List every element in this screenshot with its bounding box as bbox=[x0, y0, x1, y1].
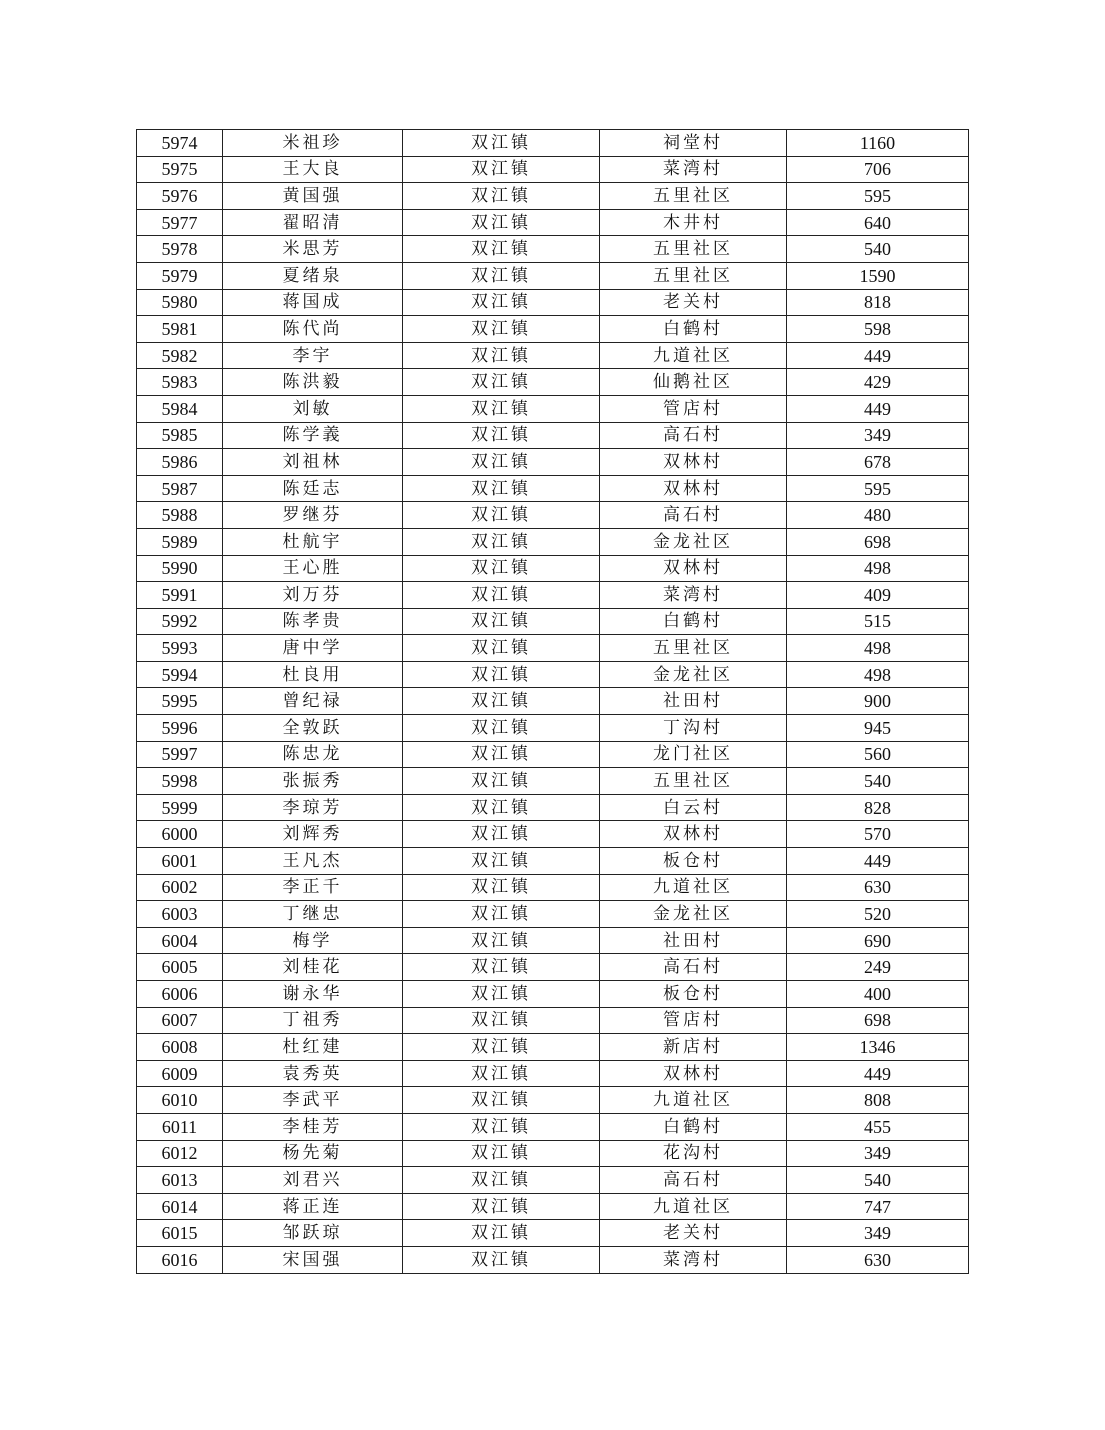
cell-amount: 249 bbox=[787, 954, 969, 981]
cell-name: 唐中学 bbox=[223, 635, 403, 662]
cell-name: 丁祖秀 bbox=[223, 1007, 403, 1034]
cell-number: 5980 bbox=[137, 289, 223, 316]
cell-number: 6007 bbox=[137, 1007, 223, 1034]
cell-village: 龙门社区 bbox=[600, 741, 787, 768]
cell-village: 五里社区 bbox=[600, 262, 787, 289]
table-row bbox=[137, 449, 969, 476]
cell-town: 双江镇 bbox=[403, 236, 600, 263]
table-row bbox=[137, 555, 969, 582]
cell-name: 米思芳 bbox=[223, 236, 403, 263]
cell-number: 5993 bbox=[137, 635, 223, 662]
cell-name: 全敦跃 bbox=[223, 715, 403, 742]
cell-town: 双江镇 bbox=[403, 395, 600, 422]
cell-number: 5981 bbox=[137, 316, 223, 343]
table-row bbox=[137, 130, 969, 157]
cell-amount: 945 bbox=[787, 715, 969, 742]
table-row bbox=[137, 395, 969, 422]
cell-amount: 706 bbox=[787, 156, 969, 183]
table-row bbox=[137, 1193, 969, 1220]
table-row bbox=[137, 422, 969, 449]
cell-number: 5984 bbox=[137, 395, 223, 422]
cell-town: 双江镇 bbox=[403, 449, 600, 476]
cell-name: 陈忠龙 bbox=[223, 741, 403, 768]
cell-village: 管店村 bbox=[600, 395, 787, 422]
cell-village: 高石村 bbox=[600, 502, 787, 529]
cell-town: 双江镇 bbox=[403, 981, 600, 1008]
cell-number: 5975 bbox=[137, 156, 223, 183]
table-row bbox=[137, 1220, 969, 1247]
cell-town: 双江镇 bbox=[403, 715, 600, 742]
table-row bbox=[137, 768, 969, 795]
table-row bbox=[137, 582, 969, 609]
cell-village: 新店村 bbox=[600, 1034, 787, 1061]
table-row bbox=[137, 1113, 969, 1140]
table-row bbox=[137, 608, 969, 635]
cell-village: 双林村 bbox=[600, 821, 787, 848]
cell-village: 老关村 bbox=[600, 1220, 787, 1247]
cell-amount: 900 bbox=[787, 688, 969, 715]
cell-village: 双林村 bbox=[600, 475, 787, 502]
cell-village: 双林村 bbox=[600, 555, 787, 582]
cell-number: 5998 bbox=[137, 768, 223, 795]
cell-village: 社田村 bbox=[600, 927, 787, 954]
cell-town: 双江镇 bbox=[403, 927, 600, 954]
cell-town: 双江镇 bbox=[403, 1193, 600, 1220]
cell-amount: 678 bbox=[787, 449, 969, 476]
cell-town: 双江镇 bbox=[403, 741, 600, 768]
table-row bbox=[137, 342, 969, 369]
cell-number: 6013 bbox=[137, 1167, 223, 1194]
table-row bbox=[137, 369, 969, 396]
cell-village: 九道社区 bbox=[600, 1193, 787, 1220]
cell-name: 李桂芳 bbox=[223, 1113, 403, 1140]
cell-village: 九道社区 bbox=[600, 1087, 787, 1114]
table-row bbox=[137, 502, 969, 529]
cell-name: 丁继忠 bbox=[223, 901, 403, 928]
cell-town: 双江镇 bbox=[403, 1034, 600, 1061]
cell-amount: 449 bbox=[787, 342, 969, 369]
cell-village: 五里社区 bbox=[600, 635, 787, 662]
table-row bbox=[137, 1246, 969, 1273]
cell-town: 双江镇 bbox=[403, 528, 600, 555]
cell-name: 梅学 bbox=[223, 927, 403, 954]
cell-amount: 540 bbox=[787, 1167, 969, 1194]
cell-number: 6015 bbox=[137, 1220, 223, 1247]
cell-town: 双江镇 bbox=[403, 954, 600, 981]
cell-town: 双江镇 bbox=[403, 848, 600, 875]
cell-number: 5990 bbox=[137, 555, 223, 582]
cell-amount: 455 bbox=[787, 1113, 969, 1140]
cell-village: 菜湾村 bbox=[600, 582, 787, 609]
cell-name: 谢永华 bbox=[223, 981, 403, 1008]
cell-name: 杜良用 bbox=[223, 661, 403, 688]
cell-amount: 498 bbox=[787, 661, 969, 688]
cell-name: 王凡杰 bbox=[223, 848, 403, 875]
table-row bbox=[137, 156, 969, 183]
table-row bbox=[137, 1060, 969, 1087]
cell-number: 5982 bbox=[137, 342, 223, 369]
table-row bbox=[137, 661, 969, 688]
cell-village: 九道社区 bbox=[600, 342, 787, 369]
cell-town: 双江镇 bbox=[403, 1060, 600, 1087]
cell-name: 陈学義 bbox=[223, 422, 403, 449]
table-row bbox=[137, 475, 969, 502]
cell-name: 蒋正连 bbox=[223, 1193, 403, 1220]
table-row bbox=[137, 236, 969, 263]
table-row bbox=[137, 1034, 969, 1061]
cell-name: 李宇 bbox=[223, 342, 403, 369]
cell-name: 米祖珍 bbox=[223, 130, 403, 157]
table-row bbox=[137, 528, 969, 555]
cell-amount: 409 bbox=[787, 582, 969, 609]
cell-town: 双江镇 bbox=[403, 422, 600, 449]
cell-village: 高石村 bbox=[600, 954, 787, 981]
cell-name: 杜红建 bbox=[223, 1034, 403, 1061]
cell-amount: 630 bbox=[787, 874, 969, 901]
cell-amount: 1346 bbox=[787, 1034, 969, 1061]
cell-village: 仙鹅社区 bbox=[600, 369, 787, 396]
table-row bbox=[137, 741, 969, 768]
cell-village: 金龙社区 bbox=[600, 661, 787, 688]
cell-name: 罗继芬 bbox=[223, 502, 403, 529]
cell-number: 5997 bbox=[137, 741, 223, 768]
cell-village: 老关村 bbox=[600, 289, 787, 316]
table-row bbox=[137, 688, 969, 715]
cell-amount: 349 bbox=[787, 422, 969, 449]
cell-number: 5985 bbox=[137, 422, 223, 449]
cell-town: 双江镇 bbox=[403, 794, 600, 821]
cell-amount: 480 bbox=[787, 502, 969, 529]
cell-town: 双江镇 bbox=[403, 874, 600, 901]
cell-amount: 449 bbox=[787, 395, 969, 422]
table-row bbox=[137, 1167, 969, 1194]
cell-number: 6005 bbox=[137, 954, 223, 981]
cell-number: 5978 bbox=[137, 236, 223, 263]
table-row bbox=[137, 954, 969, 981]
cell-amount: 598 bbox=[787, 316, 969, 343]
cell-village: 白鹤村 bbox=[600, 1113, 787, 1140]
cell-town: 双江镇 bbox=[403, 768, 600, 795]
cell-number: 6014 bbox=[137, 1193, 223, 1220]
cell-village: 高石村 bbox=[600, 1167, 787, 1194]
cell-village: 高石村 bbox=[600, 422, 787, 449]
cell-town: 双江镇 bbox=[403, 475, 600, 502]
table-row bbox=[137, 848, 969, 875]
cell-village: 菜湾村 bbox=[600, 1246, 787, 1273]
cell-town: 双江镇 bbox=[403, 1087, 600, 1114]
cell-name: 李正千 bbox=[223, 874, 403, 901]
cell-amount: 828 bbox=[787, 794, 969, 821]
cell-amount: 808 bbox=[787, 1087, 969, 1114]
table-row bbox=[137, 1140, 969, 1167]
cell-name: 陈代尚 bbox=[223, 316, 403, 343]
cell-town: 双江镇 bbox=[403, 608, 600, 635]
cell-town: 双江镇 bbox=[403, 661, 600, 688]
cell-town: 双江镇 bbox=[403, 1113, 600, 1140]
cell-town: 双江镇 bbox=[403, 635, 600, 662]
cell-amount: 540 bbox=[787, 236, 969, 263]
cell-village: 白鹤村 bbox=[600, 316, 787, 343]
cell-amount: 698 bbox=[787, 1007, 969, 1034]
cell-amount: 349 bbox=[787, 1220, 969, 1247]
table-row bbox=[137, 901, 969, 928]
cell-amount: 449 bbox=[787, 848, 969, 875]
cell-village: 祠堂村 bbox=[600, 130, 787, 157]
cell-number: 5991 bbox=[137, 582, 223, 609]
cell-number: 6016 bbox=[137, 1246, 223, 1273]
cell-town: 双江镇 bbox=[403, 342, 600, 369]
table-row bbox=[137, 981, 969, 1008]
cell-amount: 498 bbox=[787, 635, 969, 662]
table-row bbox=[137, 289, 969, 316]
cell-number: 6012 bbox=[137, 1140, 223, 1167]
cell-amount: 540 bbox=[787, 768, 969, 795]
table-row bbox=[137, 874, 969, 901]
cell-village: 板仓村 bbox=[600, 848, 787, 875]
cell-village: 白云村 bbox=[600, 794, 787, 821]
cell-name: 宋国强 bbox=[223, 1246, 403, 1273]
cell-town: 双江镇 bbox=[403, 316, 600, 343]
cell-number: 5988 bbox=[137, 502, 223, 529]
cell-amount: 818 bbox=[787, 289, 969, 316]
cell-town: 双江镇 bbox=[403, 1220, 600, 1247]
cell-town: 双江镇 bbox=[403, 1246, 600, 1273]
cell-amount: 515 bbox=[787, 608, 969, 635]
table-row bbox=[137, 927, 969, 954]
cell-amount: 698 bbox=[787, 528, 969, 555]
cell-name: 夏绪泉 bbox=[223, 262, 403, 289]
cell-name: 王心胜 bbox=[223, 555, 403, 582]
cell-amount: 349 bbox=[787, 1140, 969, 1167]
cell-name: 袁秀英 bbox=[223, 1060, 403, 1087]
cell-amount: 1160 bbox=[787, 130, 969, 157]
table-row bbox=[137, 209, 969, 236]
cell-name: 王大良 bbox=[223, 156, 403, 183]
cell-town: 双江镇 bbox=[403, 1167, 600, 1194]
cell-amount: 640 bbox=[787, 209, 969, 236]
table-row bbox=[137, 183, 969, 210]
roster-table-body bbox=[137, 130, 969, 1274]
cell-village: 木井村 bbox=[600, 209, 787, 236]
cell-village: 五里社区 bbox=[600, 768, 787, 795]
cell-town: 双江镇 bbox=[403, 130, 600, 157]
roster-table bbox=[136, 129, 969, 1274]
cell-name: 陈廷志 bbox=[223, 475, 403, 502]
cell-number: 6008 bbox=[137, 1034, 223, 1061]
cell-village: 花沟村 bbox=[600, 1140, 787, 1167]
cell-amount: 520 bbox=[787, 901, 969, 928]
cell-name: 翟昭清 bbox=[223, 209, 403, 236]
cell-amount: 429 bbox=[787, 369, 969, 396]
cell-name: 杜航宇 bbox=[223, 528, 403, 555]
cell-number: 6011 bbox=[137, 1113, 223, 1140]
cell-number: 5986 bbox=[137, 449, 223, 476]
cell-name: 张振秀 bbox=[223, 768, 403, 795]
cell-number: 5989 bbox=[137, 528, 223, 555]
cell-name: 刘万芬 bbox=[223, 582, 403, 609]
table-row bbox=[137, 316, 969, 343]
cell-village: 管店村 bbox=[600, 1007, 787, 1034]
cell-number: 5976 bbox=[137, 183, 223, 210]
cell-village: 板仓村 bbox=[600, 981, 787, 1008]
cell-amount: 747 bbox=[787, 1193, 969, 1220]
cell-name: 邹跃琼 bbox=[223, 1220, 403, 1247]
cell-village: 九道社区 bbox=[600, 874, 787, 901]
cell-number: 5977 bbox=[137, 209, 223, 236]
cell-town: 双江镇 bbox=[403, 209, 600, 236]
cell-village: 双林村 bbox=[600, 1060, 787, 1087]
cell-town: 双江镇 bbox=[403, 688, 600, 715]
cell-amount: 595 bbox=[787, 183, 969, 210]
cell-village: 白鹤村 bbox=[600, 608, 787, 635]
cell-name: 杨先菊 bbox=[223, 1140, 403, 1167]
cell-amount: 630 bbox=[787, 1246, 969, 1273]
table-row bbox=[137, 635, 969, 662]
cell-village: 双林村 bbox=[600, 449, 787, 476]
cell-town: 双江镇 bbox=[403, 901, 600, 928]
cell-number: 6004 bbox=[137, 927, 223, 954]
cell-town: 双江镇 bbox=[403, 156, 600, 183]
cell-amount: 449 bbox=[787, 1060, 969, 1087]
cell-number: 5992 bbox=[137, 608, 223, 635]
cell-name: 陈孝贵 bbox=[223, 608, 403, 635]
cell-number: 6009 bbox=[137, 1060, 223, 1087]
cell-town: 双江镇 bbox=[403, 183, 600, 210]
table-row bbox=[137, 1007, 969, 1034]
cell-number: 6003 bbox=[137, 901, 223, 928]
cell-amount: 498 bbox=[787, 555, 969, 582]
cell-name: 刘君兴 bbox=[223, 1167, 403, 1194]
cell-number: 5979 bbox=[137, 262, 223, 289]
cell-number: 6001 bbox=[137, 848, 223, 875]
cell-name: 刘辉秀 bbox=[223, 821, 403, 848]
cell-village: 社田村 bbox=[600, 688, 787, 715]
cell-number: 6006 bbox=[137, 981, 223, 1008]
cell-name: 刘祖林 bbox=[223, 449, 403, 476]
cell-number: 6010 bbox=[137, 1087, 223, 1114]
cell-name: 黄国强 bbox=[223, 183, 403, 210]
cell-town: 双江镇 bbox=[403, 502, 600, 529]
cell-number: 5994 bbox=[137, 661, 223, 688]
cell-town: 双江镇 bbox=[403, 1140, 600, 1167]
table-row bbox=[137, 715, 969, 742]
cell-village: 金龙社区 bbox=[600, 901, 787, 928]
cell-amount: 570 bbox=[787, 821, 969, 848]
table-row bbox=[137, 1087, 969, 1114]
cell-number: 6000 bbox=[137, 821, 223, 848]
cell-amount: 690 bbox=[787, 927, 969, 954]
cell-number: 5983 bbox=[137, 369, 223, 396]
cell-number: 5996 bbox=[137, 715, 223, 742]
cell-number: 5995 bbox=[137, 688, 223, 715]
cell-town: 双江镇 bbox=[403, 555, 600, 582]
cell-number: 5999 bbox=[137, 794, 223, 821]
cell-number: 6002 bbox=[137, 874, 223, 901]
cell-name: 李武平 bbox=[223, 1087, 403, 1114]
cell-amount: 560 bbox=[787, 741, 969, 768]
cell-village: 金龙社区 bbox=[600, 528, 787, 555]
cell-village: 五里社区 bbox=[600, 183, 787, 210]
cell-town: 双江镇 bbox=[403, 582, 600, 609]
table-row bbox=[137, 262, 969, 289]
cell-amount: 400 bbox=[787, 981, 969, 1008]
cell-town: 双江镇 bbox=[403, 821, 600, 848]
table-row bbox=[137, 794, 969, 821]
table-row bbox=[137, 821, 969, 848]
cell-town: 双江镇 bbox=[403, 369, 600, 396]
cell-name: 陈洪毅 bbox=[223, 369, 403, 396]
cell-village: 菜湾村 bbox=[600, 156, 787, 183]
cell-number: 5987 bbox=[137, 475, 223, 502]
cell-name: 蒋国成 bbox=[223, 289, 403, 316]
cell-village: 丁沟村 bbox=[600, 715, 787, 742]
cell-name: 李琼芳 bbox=[223, 794, 403, 821]
cell-name: 刘桂花 bbox=[223, 954, 403, 981]
cell-village: 五里社区 bbox=[600, 236, 787, 263]
cell-town: 双江镇 bbox=[403, 262, 600, 289]
cell-town: 双江镇 bbox=[403, 289, 600, 316]
cell-amount: 595 bbox=[787, 475, 969, 502]
cell-number: 5974 bbox=[137, 130, 223, 157]
cell-amount: 1590 bbox=[787, 262, 969, 289]
cell-town: 双江镇 bbox=[403, 1007, 600, 1034]
cell-name: 曾纪禄 bbox=[223, 688, 403, 715]
cell-name: 刘敏 bbox=[223, 395, 403, 422]
